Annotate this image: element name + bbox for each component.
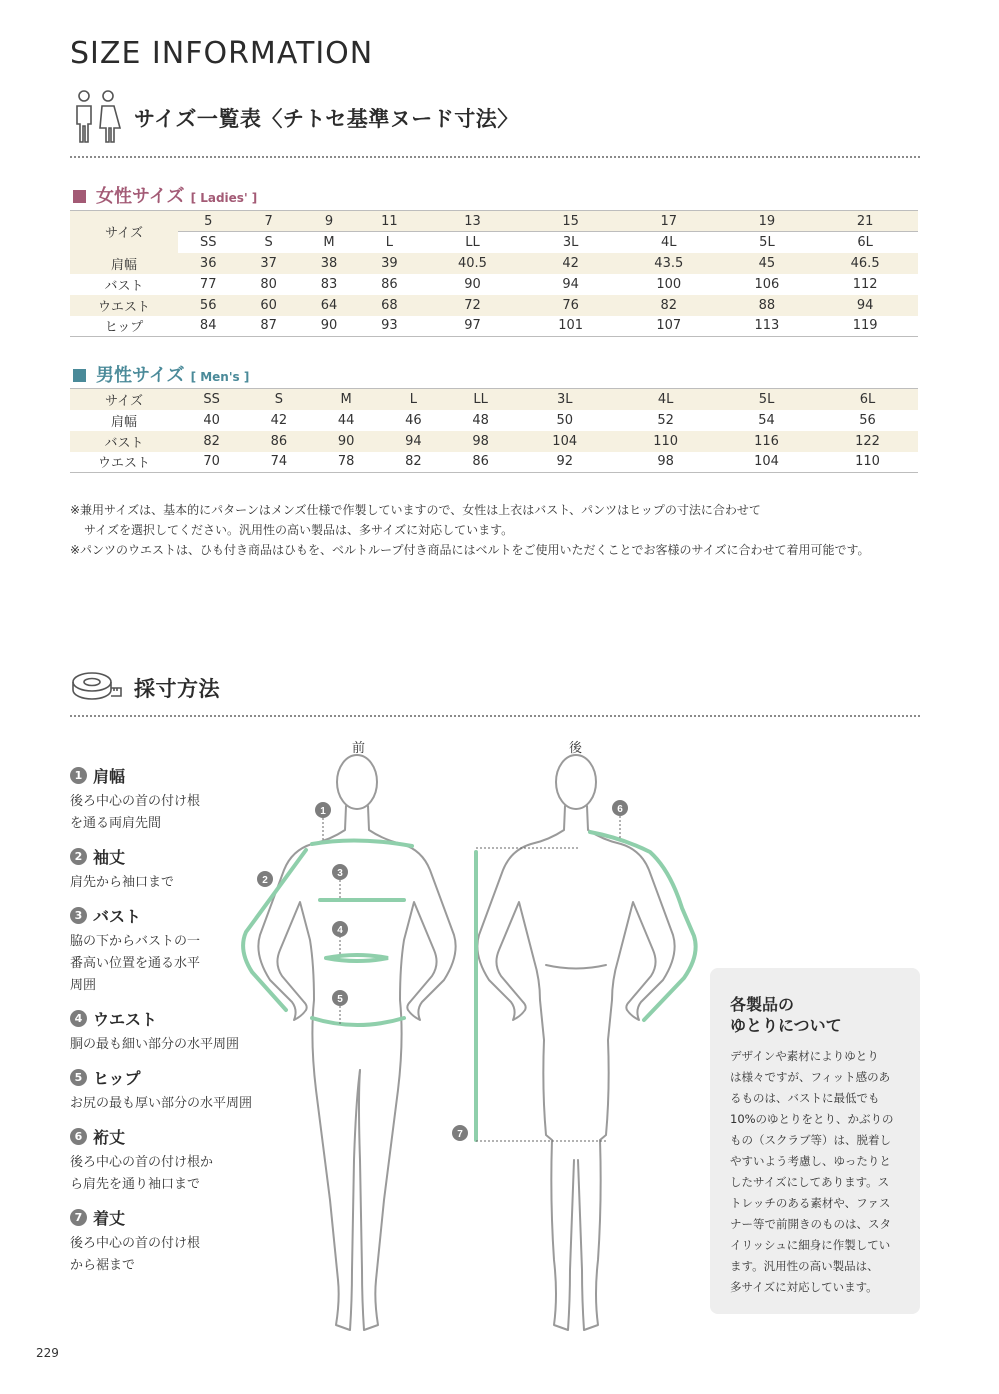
marker-text: 3 [337,868,343,879]
cell: 101 [525,316,616,337]
cell: 107 [616,316,722,337]
sleeve-line [243,850,306,1010]
size-code: 5L [716,389,817,410]
cell: 76 [525,295,616,316]
size-code: 5L [722,232,813,253]
cell: 45 [722,253,813,274]
table-row [70,316,918,337]
infobox-title-line: 各製品の [730,995,795,1014]
cell: 104 [514,431,615,452]
cell: 46.5 [812,253,918,274]
marker-number: 3 [70,907,87,924]
method-title: 着丈 [93,1209,126,1228]
marker-number: 7 [70,1209,87,1226]
cell: 36 [178,253,238,274]
cell: 88 [722,295,813,316]
waist-line [326,955,388,961]
size-code: M [313,389,380,410]
marker-text: 7 [457,1129,463,1140]
table-row [70,431,918,452]
method-desc: 後ろ中心の首の付け根か [70,1155,214,1170]
cell: 82 [178,431,245,452]
cell: 80 [260,276,277,292]
cell: 106 [754,276,780,292]
method-desc: 脇の下からバストの一 [70,934,201,949]
cell: 43.5 [616,253,722,274]
note-line: ※兼用サイズは、基本的にパターンはメンズ仕様で作製していますので、女性は上衣はバスト、パンツはヒップの寸法に合わせて [70,503,761,517]
size-number: 17 [616,211,722,232]
cell: 60 [238,295,298,316]
infobox-line: ナー等で前開きのものは、スタ [730,1217,891,1231]
row-label: ヒップ [70,316,178,337]
cell: 94 [380,431,447,452]
table-row [70,211,918,232]
mens-title [73,361,249,387]
ease-info-box [710,968,920,1314]
size-code: 4L [616,232,722,253]
table-row [70,389,918,410]
row-label: バスト [70,431,178,452]
cell: 39 [359,253,419,274]
cell: 92 [514,452,615,473]
table-row [70,232,918,253]
marker-4 [332,921,348,937]
size-number: 9 [299,211,359,232]
table-row [70,295,918,316]
ladies-subtitle: [ Ladies' ] [190,191,258,205]
page-number: 229 [36,1346,59,1360]
marker-number: 2 [70,848,87,865]
marker-5 [332,990,348,1006]
infobox-line: したサイズにしてあります。ス [730,1175,890,1189]
method-title: 裄丈 [93,1128,126,1147]
cell: 37 [238,253,298,274]
method-title: ウエスト [93,1010,158,1029]
ladies-title-text: 女性サイズ [96,186,185,207]
size-section-heading: サイズ一覧表〈チトセ基準ヌード寸法〉 [134,107,519,131]
note-line: ※パンツのウエストは、ひも付き商品はひもを、ベルトループ付き商品にはベルトをご使用いただくことでお客様のサイズに合わせて着用可能です。 [70,543,870,557]
size-code: 6L [812,232,918,253]
marker-number: 1 [70,767,87,784]
method-desc: 後ろ中心の首の付け根 [70,794,201,809]
method-desc: 番高い位置を通る水平 [70,956,201,971]
cell: 122 [817,431,918,452]
method-title: 袖丈 [93,848,126,867]
square-icon [73,190,86,203]
cell: 112 [852,276,878,292]
method-title: バスト [93,907,142,926]
cell: 90 [299,316,359,337]
size-number: 15 [525,211,616,232]
cell: 83 [320,276,338,292]
measurement-figure [230,740,710,1354]
method-desc: から裾まで [70,1258,136,1273]
method-desc: 周囲 [70,978,97,993]
marker-text: 1 [320,806,326,817]
cell: 50 [556,412,573,428]
infobox-line: やすいよう考慮し、ゆったりと [730,1154,891,1168]
cell: 68 [359,295,419,316]
size-code: SS [178,232,238,253]
size-number: 21 [812,211,918,232]
cell: 93 [359,316,419,337]
cell: 94 [812,295,918,316]
row-label: サイズ [70,389,178,410]
row-label: バスト [104,278,144,294]
cell: 110 [615,431,716,452]
cell: 52 [657,412,674,428]
method-desc: を通る両肩先間 [70,816,162,831]
infobox-line: トレッチのある素材や、ファス [730,1196,891,1210]
size-code: SS [178,389,245,410]
size-code: L [359,232,419,253]
row-label: 肩幅 [110,414,137,430]
infobox-line: 多サイズに対応しています。 [730,1280,878,1294]
row-label: 肩幅 [70,253,178,274]
cell: 46 [405,412,422,428]
marker-6 [612,800,628,816]
cell: 44 [337,412,355,428]
mens-subtitle: [ Men's ] [190,370,250,384]
cell: 48 [472,412,489,428]
method-title: 肩幅 [93,767,126,786]
cell: 86 [245,431,312,452]
cell: 72 [420,295,526,316]
person-pair-icon [70,88,124,148]
cell: 113 [722,316,813,337]
size-code: M [299,232,359,253]
infobox-line: は様々ですが、フィット感のあ [730,1070,891,1084]
method-desc: ら肩先を通り袖口まで [70,1177,201,1192]
note-line: サイズを選択してください。汎用性の高い製品は、多サイズに対応しています。 [84,523,514,537]
cell: 98 [615,452,716,473]
cell: 56 [178,295,238,316]
row-label: ウエスト [70,295,178,316]
measuring-tape-icon [70,668,124,708]
cell: 74 [245,452,312,473]
size-code: 4L [615,389,716,410]
cell: 94 [562,276,579,292]
ladies-title [73,182,257,208]
cell: 90 [313,431,380,452]
marker-text: 2 [262,875,268,886]
square-icon [73,369,86,382]
divider [70,715,920,717]
size-code: LL [447,389,514,410]
cell: 104 [716,452,817,473]
cell: 70 [178,452,245,473]
cell: 97 [420,316,526,337]
measure-section-header [70,668,220,708]
size-number: 13 [420,211,526,232]
method-desc: お尻の最も厚い部分の水平周囲 [70,1096,253,1111]
marker-text: 6 [617,804,623,815]
infobox-line: 10%のゆとりをとり、かぶりの [730,1112,894,1126]
size-code: L [380,389,447,410]
table-row [70,452,918,473]
method-desc: 胴の最も細い部分の水平周囲 [70,1037,240,1052]
cell: 87 [238,316,298,337]
method-desc: 後ろ中心の首の付け根 [70,1236,201,1251]
cell: 64 [299,295,359,316]
cell: 86 [447,452,514,473]
marker-3 [332,864,348,880]
size-code: S [245,389,312,410]
hip-line [312,1018,404,1025]
size-code: LL [420,232,526,253]
size-section-header [70,88,519,148]
notes [70,500,870,560]
row-label: ウエスト [70,452,178,473]
size-number: 19 [722,211,813,232]
method-desc: 肩先から袖口まで [70,875,175,890]
size-number: 7 [238,211,298,232]
cell: 100 [656,276,682,292]
cell: 54 [758,412,775,428]
back-label: 後 [569,741,583,756]
cell: 78 [313,452,380,473]
table-row [70,274,918,295]
cell: 56 [859,412,876,428]
cell: 86 [381,276,398,292]
infobox-line: もの（スクラブ等）は、脱着し [730,1133,891,1147]
infobox-line: デザインや素材によりゆとり [730,1049,879,1063]
marker-7 [452,1125,468,1141]
cell: 119 [812,316,918,337]
table-row [70,410,918,431]
cell: 82 [380,452,447,473]
front-label: 前 [352,741,366,756]
cell: 98 [447,431,514,452]
size-code: 6L [817,389,918,410]
size-code: S [238,232,298,253]
back-leader-lines [476,816,620,1141]
infobox-line: ます。汎用性の高い製品は、 [730,1259,879,1273]
cell: 42 [270,412,288,428]
cell: 116 [716,431,817,452]
divider [70,156,920,158]
marker-number: 5 [70,1069,87,1086]
row-label: サイズ [70,211,178,253]
back-body-outline [477,755,674,1330]
measure-section-heading: 採寸方法 [134,677,220,701]
ladies-size-table [70,210,918,337]
shoulder-line [312,840,412,846]
marker-text: 4 [337,925,343,936]
cell: 110 [817,452,918,473]
page-title: SIZE INFORMATION [70,36,374,71]
cell: 40 [203,412,220,428]
marker-number: 4 [70,1010,87,1027]
size-code: 3L [514,389,615,410]
cell: 82 [616,295,722,316]
front-measure-lines [243,840,412,1025]
marker-text: 5 [337,994,343,1005]
cell: 84 [178,316,238,337]
mens-size-table [70,388,918,473]
mens-title-text: 男性サイズ [96,365,185,386]
cell: 40.5 [420,253,526,274]
size-number: 11 [359,211,419,232]
table-row [70,253,918,274]
cell: 90 [464,276,481,292]
infobox-line: イリッシュに細身に作製してい [730,1238,891,1252]
size-code: 3L [525,232,616,253]
marker-2 [257,871,273,887]
cell: 42 [525,253,616,274]
infobox-title-line: ゆとりについて [730,1016,842,1035]
marker-1 [315,802,331,818]
cell: 38 [299,253,359,274]
infobox-line: るものは、バストに最低でも [730,1091,880,1105]
size-number: 5 [178,211,238,232]
method-title: ヒップ [93,1069,141,1088]
cell: 77 [199,276,217,292]
marker-number: 6 [70,1128,87,1145]
